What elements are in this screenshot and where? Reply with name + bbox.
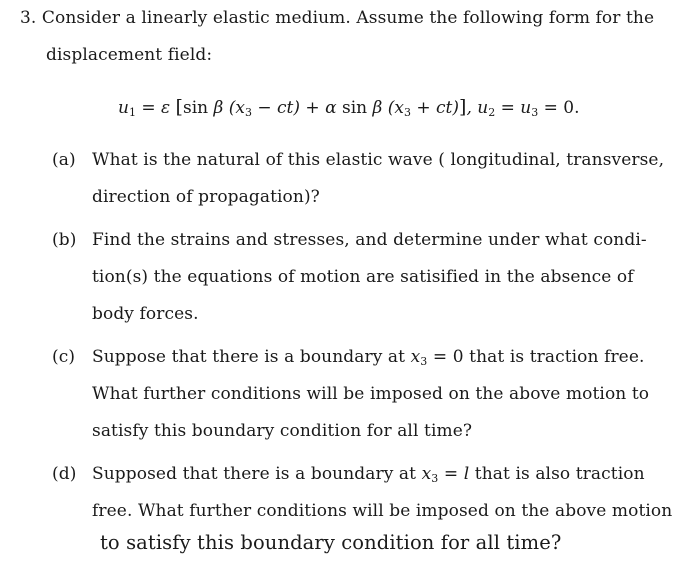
part-b-line-3: body forces. <box>92 304 199 324</box>
displacement-equation: $u_1 = \varepsilon$ [sin β $(x_3 - ct) + \alpha$ sin β $(x_3 + ct)$], $u_2 = u_3 = 0$. <box>118 96 580 119</box>
part-b-label: (b) <box>52 230 77 250</box>
part-b-line-1: Find the strains and stresses, and determine under what condi- <box>92 230 647 250</box>
part-b-line-2: tion(s) the equations of motion are satisified in the absence of <box>92 267 634 287</box>
part-c-line-2: What further conditions will be imposed on the above motion to <box>92 384 650 404</box>
part-d-line-2: free. What further conditions will be imposed on the above motion <box>92 501 673 521</box>
part-a-line-1: What is the natural of this elastic wave ( longitudinal, transverse, <box>92 150 665 170</box>
part-c-label: (c) <box>52 347 76 367</box>
part-c-line-1: Suppose that there is a boundary at $x_3 = 0$ that is traction free. <box>92 347 645 368</box>
part-d-label: (d) <box>52 464 77 484</box>
problem-intro-line-1: 3. Consider a linearly elastic medium. Assume the following form for the <box>20 8 655 28</box>
problem-intro-line-2: displacement field: <box>46 45 213 65</box>
part-d-line-1: Supposed that there is a boundary at $x_3 = l$ that is also traction <box>92 464 645 485</box>
part-d-line-3: to satisfy this boundary condition for all time? <box>100 531 562 554</box>
part-a-line-2: direction of propagation)? <box>92 187 320 207</box>
part-c-line-3: satisfy this boundary condition for all time? <box>92 421 473 441</box>
part-a-label: (a) <box>52 150 76 170</box>
